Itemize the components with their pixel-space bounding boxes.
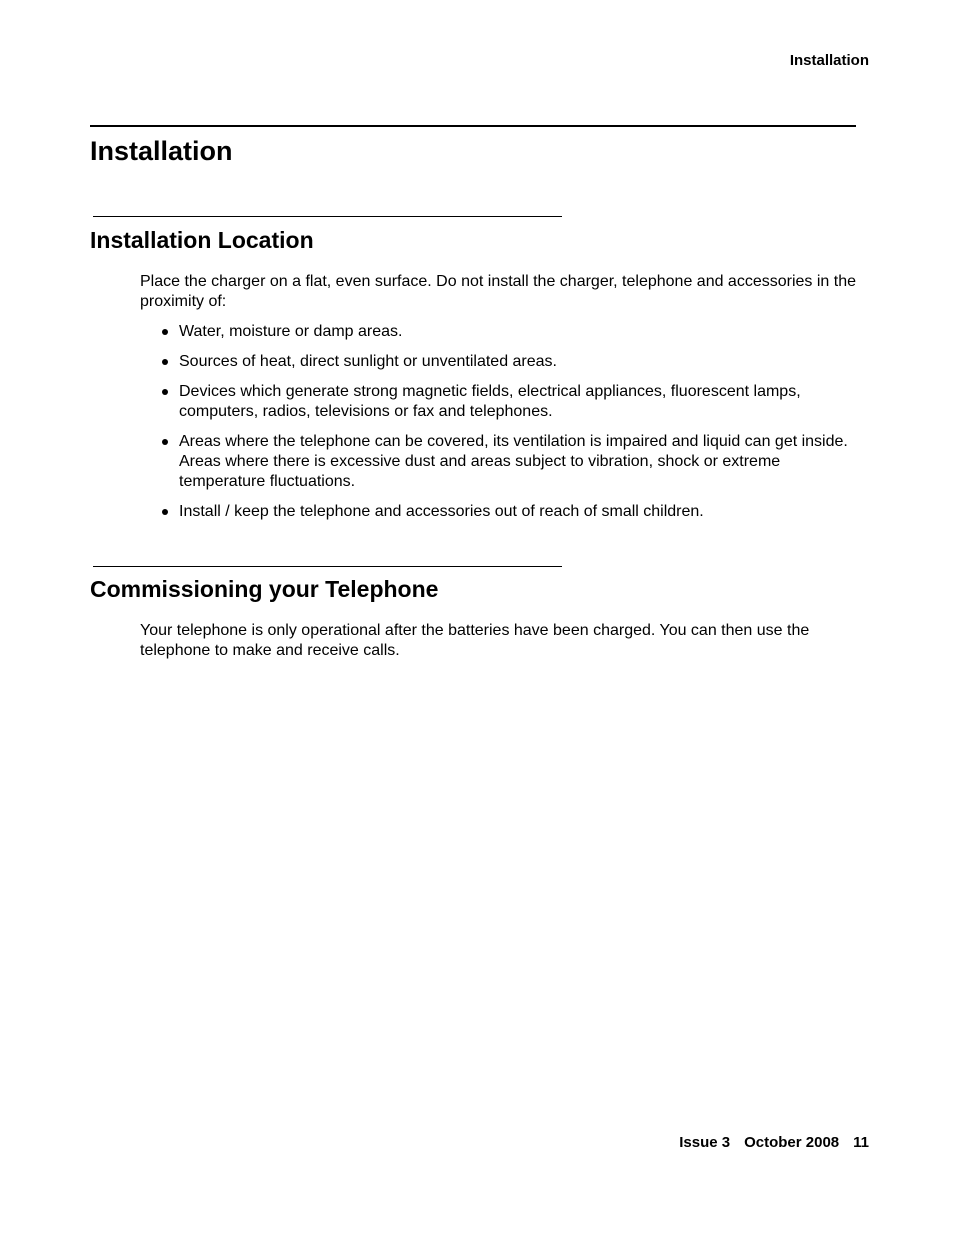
section-rule bbox=[93, 216, 562, 217]
list-item-text: Sources of heat, direct sunlight or unventilated areas. bbox=[179, 353, 557, 370]
footer-issue: Issue 3 bbox=[679, 1134, 731, 1151]
list-item-text: Water, moisture or damp areas. bbox=[179, 323, 403, 340]
chapter-rule bbox=[90, 125, 856, 127]
running-header: Installation bbox=[789, 52, 869, 69]
list-item bbox=[160, 432, 860, 492]
footer-date: October 2008 bbox=[744, 1134, 840, 1151]
list-item bbox=[160, 322, 860, 342]
list-item-text: Devices which generate strong magnetic fields, electrical appliances, fluorescent lamps, computers, radios, televisions or fax and telephones. bbox=[179, 383, 801, 420]
bullet-icon bbox=[162, 329, 168, 335]
bullet-icon bbox=[162, 509, 168, 515]
installation-location-intro: Place the charger on a flat, even surface. Do not install the charger, telephone and accessories in the proximity of: bbox=[140, 273, 856, 310]
chapter-title: Installation bbox=[90, 136, 233, 166]
bullet-icon bbox=[162, 359, 168, 365]
list-item-text: Install / keep the telephone and accessories out of reach of small children. bbox=[179, 503, 704, 520]
commissioning-intro: Your telephone is only operational after the batteries have been charged. You can then use the telephone to make and receive calls. bbox=[140, 622, 810, 659]
installation-location-list bbox=[160, 322, 860, 532]
section-title-installation-location: Installation Location bbox=[90, 227, 314, 253]
list-item-text: Areas where the telephone can be covered, its ventilation is impaired and liquid can get inside. Areas where there is excessive dust and areas subject to vibration, shock or extreme temperature fluctuations. bbox=[179, 433, 848, 490]
section-rule bbox=[93, 566, 562, 567]
list-item bbox=[160, 382, 860, 422]
bullet-icon bbox=[162, 389, 168, 395]
page-number: 11 bbox=[853, 1134, 869, 1151]
list-item bbox=[160, 502, 860, 522]
bullet-icon bbox=[162, 439, 168, 445]
list-item bbox=[160, 352, 860, 372]
section-title-commissioning: Commissioning your Telephone bbox=[90, 576, 439, 602]
running-footer bbox=[679, 1134, 869, 1151]
